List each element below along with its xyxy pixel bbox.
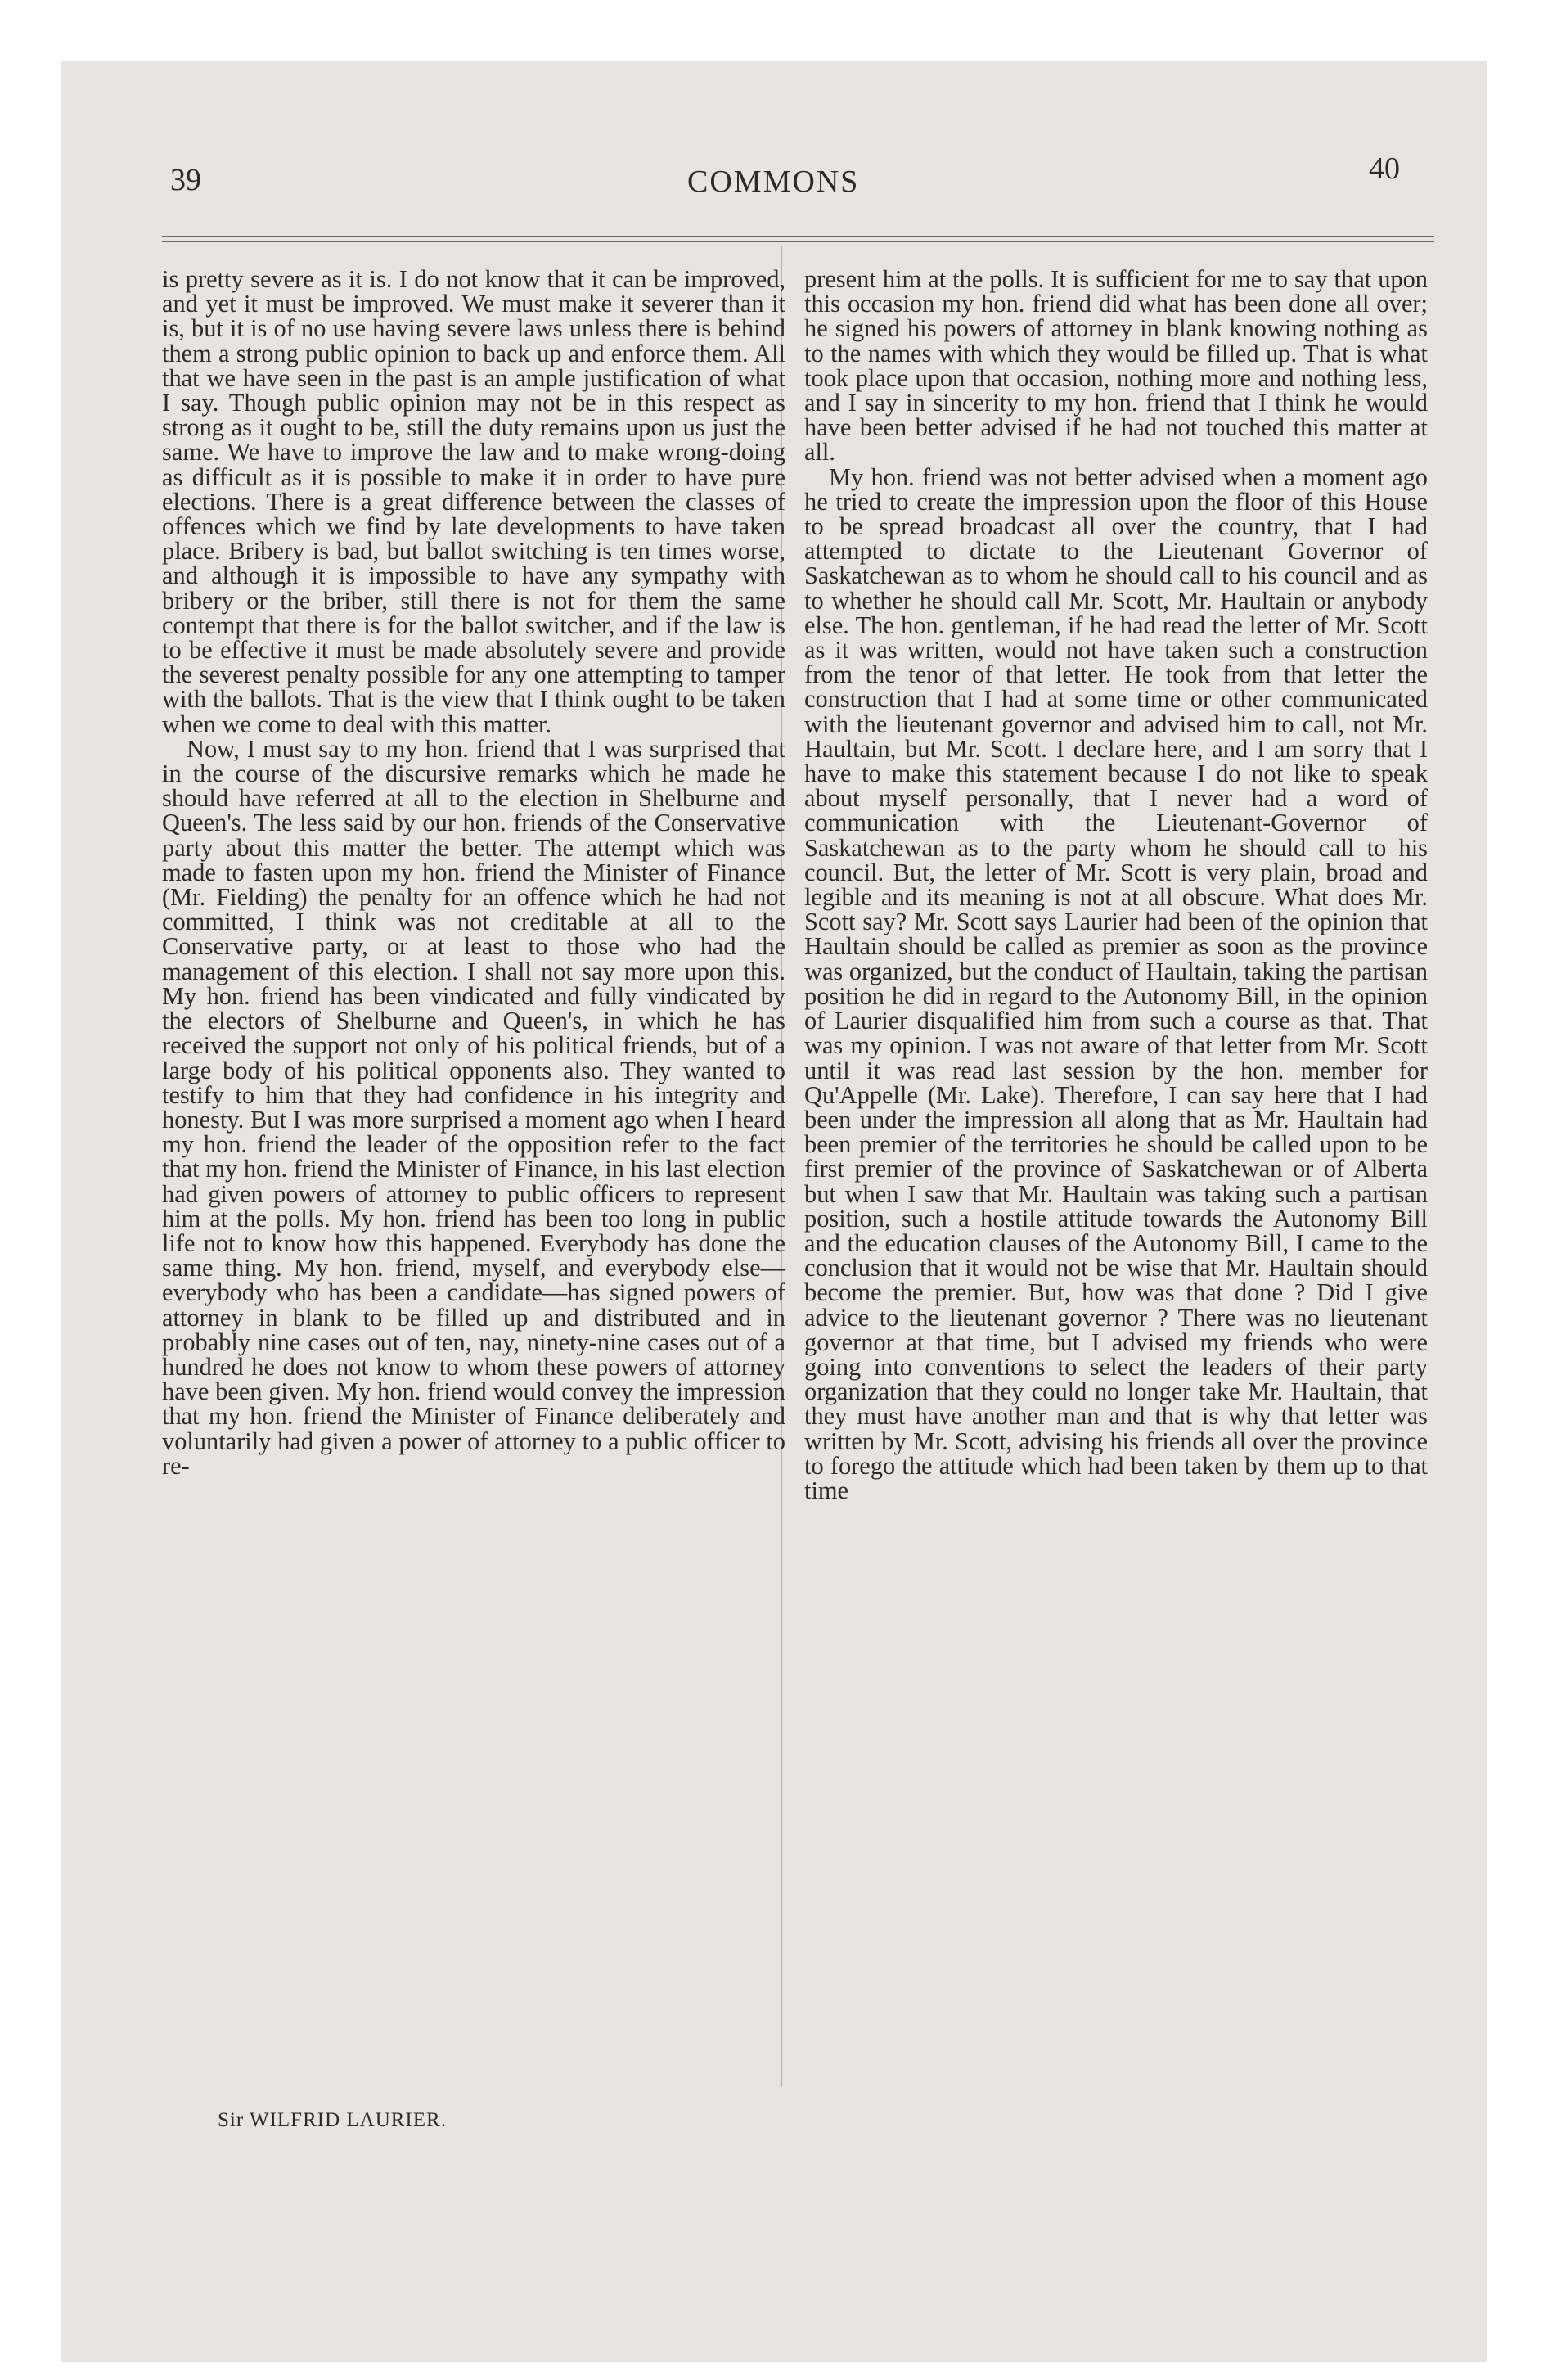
- page-number-left: 39: [170, 163, 201, 197]
- paragraph: My hon. friend was not better advised when a moment ago he tried to create the impression upon the floor of this House to be spread broadcast all over the country, that I had attempted to dictate to the Lieutenant Governor of Saskatchewan as to whom he should call to his council and as to whether he should call Mr. Scott, Mr. Haultain or anybody else. The hon. gentleman, if he had read the letter of Mr. Scott as it was written, would not have taken such a construction from the tenor of that letter. He took from that letter the construction that I had at some time or other communicated with the lieutenant governor and advised him to call, not Mr. Haultain, but Mr. Scott. I declare here, and I am sorry that I have to make this statement because I do not like to speak about myself personally, that I never had a word of communication with the Lieutenant-Governor of Saskatchewan as to the party whom he should call to his council. But, the letter of Mr. Scott is very plain, broad and legible and its meaning is not at all obscure. What does Mr. Scott say? Mr. Scott says Laurier had been of the opinion that Haultain should be called as premier as soon as the province was organized, but the conduct of Haultain, taking the partisan position he did in regard to the Autonomy Bill, in the opinion of Laurier disqualified him from such a course as that. That was my opinion. I was not aware of that letter from Mr. Scott until it was read last session by the hon. member for Qu'Appelle (Mr. Lake). Therefore, I can say here that I had been under the impression all along that as Mr. Haultain had been premier of the territories he should be called upon to be first premier of the province of Saskatchewan or of Alberta but when I saw that Mr. Haultain was taking such a partisan position, such a hostile attitude towards the Autonomy Bill and the education clauses of the Autonomy Bill, I came to the conclusion that it would not be wise that Mr. Haultain should become the premier. But, how was that done ? Did I give advice to the lieutenant governor ? There was no lieutenant governor at that time, but I advised my friends who were going into conventions to select the leaders of their party organization that they could no longer take Mr. Haultain, that they must have another man and that is why that letter was written by Mr. Scott, advising his friends all over the province to forego the attitude which had been taken by them up to that time: [804, 462, 1428, 1504]
- left-column: [162, 267, 785, 1478]
- header-rule-thin: [162, 241, 1434, 242]
- page-heading: COMMONS: [687, 165, 860, 199]
- paragraph: present him at the polls. It is sufficient for me to say that upon this occasion my hon. friend did what has been done all over; he signed his powers of attorney in blank knowing nothing as to the names with which they would be filled up. That is what took place upon that occasion, nothing more and nothing less, and I say in sincerity to my hon. friend that I think he would have been better advised if he had not touched this matter at all.: [804, 265, 1428, 467]
- right-column: [804, 267, 1428, 1503]
- header-rule: [162, 236, 1434, 237]
- hansard-page: [137, 147, 1438, 2275]
- paragraph: is pretty severe as it is. I do not know that it can be improved, and yet it must be improved. We must make it severer than it is, but it is of no use having severe laws unless there is behind them a strong public opinion to back up and enforce them. All that we have seen in the past is an ample justification of what I say. Though public opinion may not be in this respect as strong as it ought to be, still the duty remains upon us just the same. We have to improve the law and to make wrong-doing as difficult as it is possible to make it in order to have pure elections. There is a great difference between the classes of offences which we find by late developments to have taken place. Bribery is bad, but ballot switching is ten times worse, and although it is impossible to have any sympathy with bribery or the briber, still there is not for them the same contempt that there is for the ballot switcher, and if the law is to be effective it must be made absolutely severe and provide the severest penalty possible for any one attempting to tamper with the ballots. That is the view that I think ought to be taken when we come to deal with this matter.: [162, 265, 785, 738]
- page-number-right: 40: [1369, 151, 1400, 186]
- speaker-footer: Sir WILFRID LAURIER.: [218, 2109, 447, 2131]
- paragraph: Now, I must say to my hon. friend that I was surprised that in the course of the discursive remarks which he made he should have referred at all to the election in Shelburne and Queen's. The less said by our hon. friends of the Conservative party about this matter the better. The attempt which was made to fasten upon my hon. friend the Minister of Finance (Mr. Fielding) the penalty for an offence which he had not committed, I think was not creditable at all to the Conservative party, or at least to those who had the management of this election. I shall not say more upon this. My hon. friend has been vindicated and fully vindicated by the electors of Shelburne and Queen's, in which he has received the support not only of his political friends, but of a large body of his political opponents also. They wanted to testify to him that they had confidence in his integrity and honesty. But I was more surprised a moment ago when I heard my hon. friend the leader of the opposition refer to the fact that my hon. friend the Minister of Finance, in his last election had given powers of attorney to public officers to represent him at the polls. My hon. friend has been too long in public life not to know how this happened. Everybody has done the same thing. My hon. friend, myself, and everybody else—everybody who has been a candidate—has signed powers of attorney in blank to be filled up and distributed and in probably nine cases out of ten, nay, ninety-nine cases out of a hundred he does not know to whom these powers of attorney have been given. My hon. friend would convey the impression that my hon. friend the Minister of Finance deliberately and voluntarily had given a power of attorney to a public officer to re-: [162, 734, 785, 1480]
